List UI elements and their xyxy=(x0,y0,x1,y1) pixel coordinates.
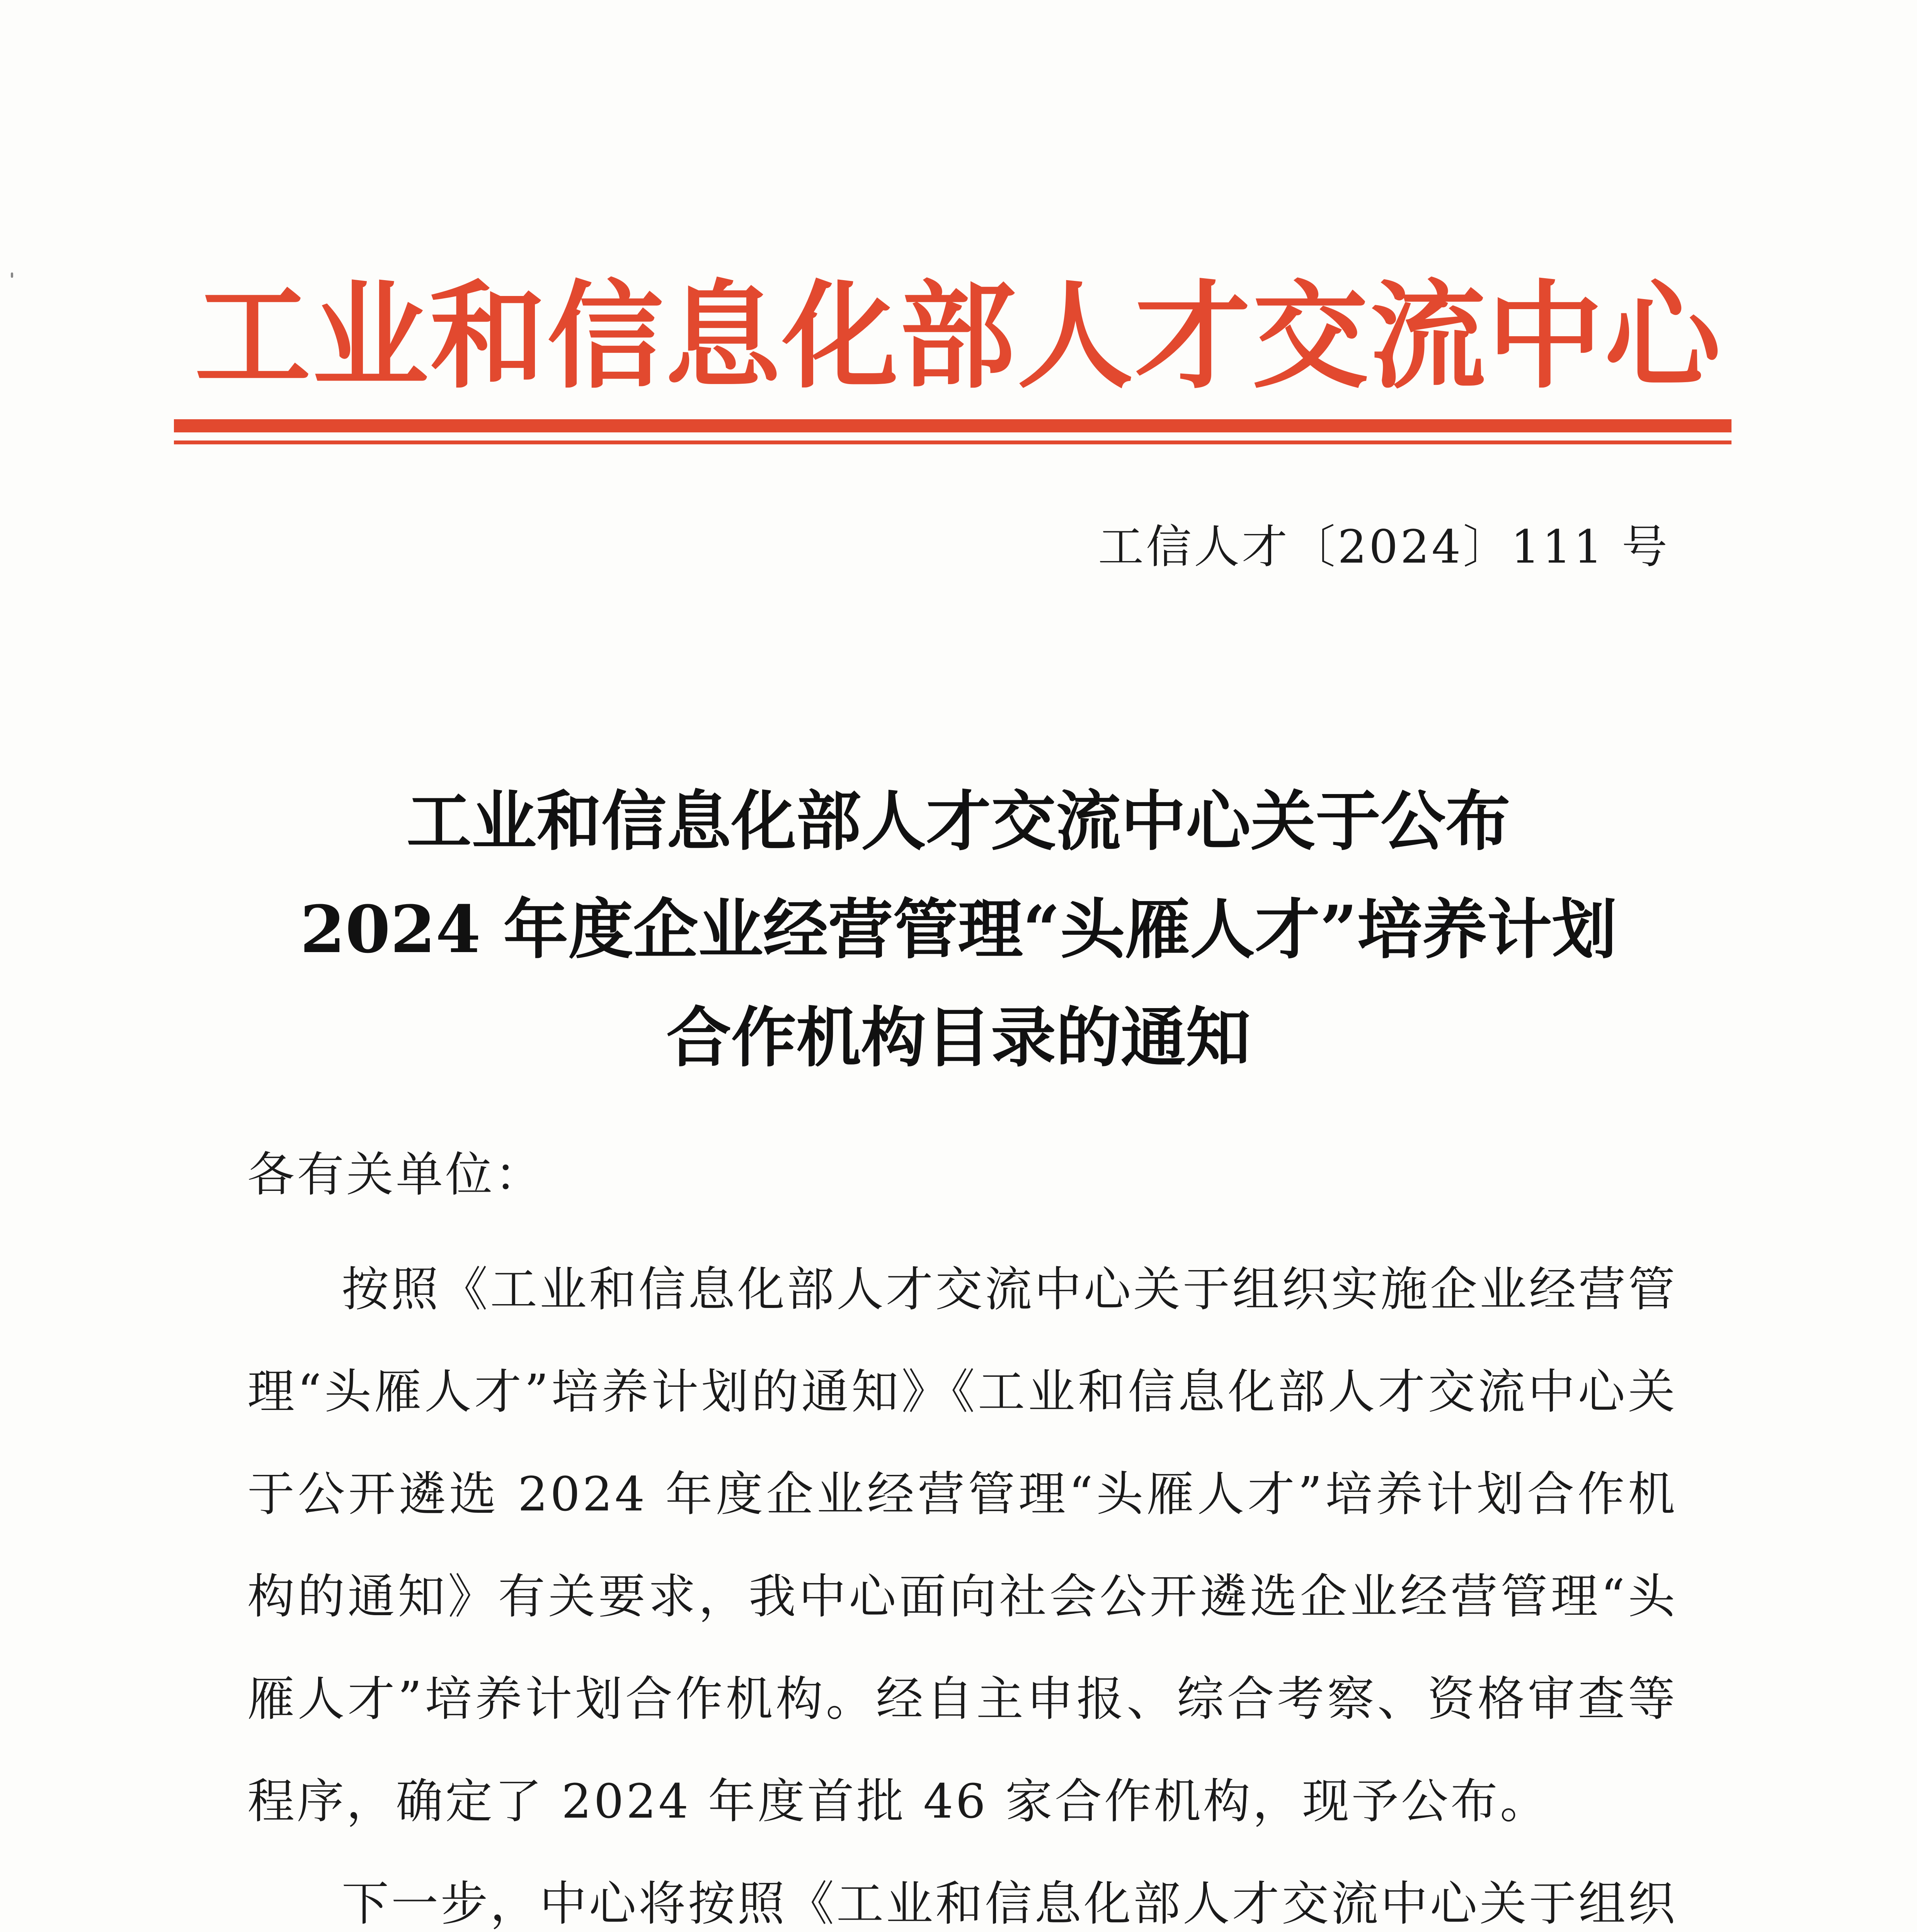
document-body xyxy=(247,1238,1677,1932)
document-number: 工信人才〔2024〕111 号 xyxy=(1098,520,1670,573)
letterhead-title: 工业和信息化部人才交流中心 xyxy=(195,268,1722,404)
document-title-line-2: 2024 年度企业经营管理“头雁人才”培养计划 xyxy=(300,891,1617,968)
document-title xyxy=(155,767,1762,1092)
letterhead-red-rule-thin xyxy=(174,440,1731,444)
body-paragraph-1: 按照《工业和信息化部人才交流中心关于组织实施企业经营管理“头雁人才”培养计划的通知》《工业和信息化部人才交流中心关于公开遴选 2024 年度企业经营管理“头雁人才”培养计划合作机构的通知》有关要求，我中心面向社会公开遴选企业经营管理“头雁人才”培养计划合作机构。经自主申报、综合考察、资格审查等程序，确定了 2024 年度首批 46 家合作机构，现予公布。 xyxy=(247,1262,1677,1829)
body-paragraph-2: 下一步，中心将按照《工业和信息化部人才交流中心关于组织 xyxy=(342,1876,1677,1931)
letterhead-red-rule-thick xyxy=(174,419,1731,432)
salutation: 各有关单位： xyxy=(247,1147,544,1202)
document-title-line-1: 工业和信息化部人才交流中心关于公布 xyxy=(407,783,1510,859)
document-title-line-3: 合作机构目录的通知 xyxy=(666,999,1251,1076)
